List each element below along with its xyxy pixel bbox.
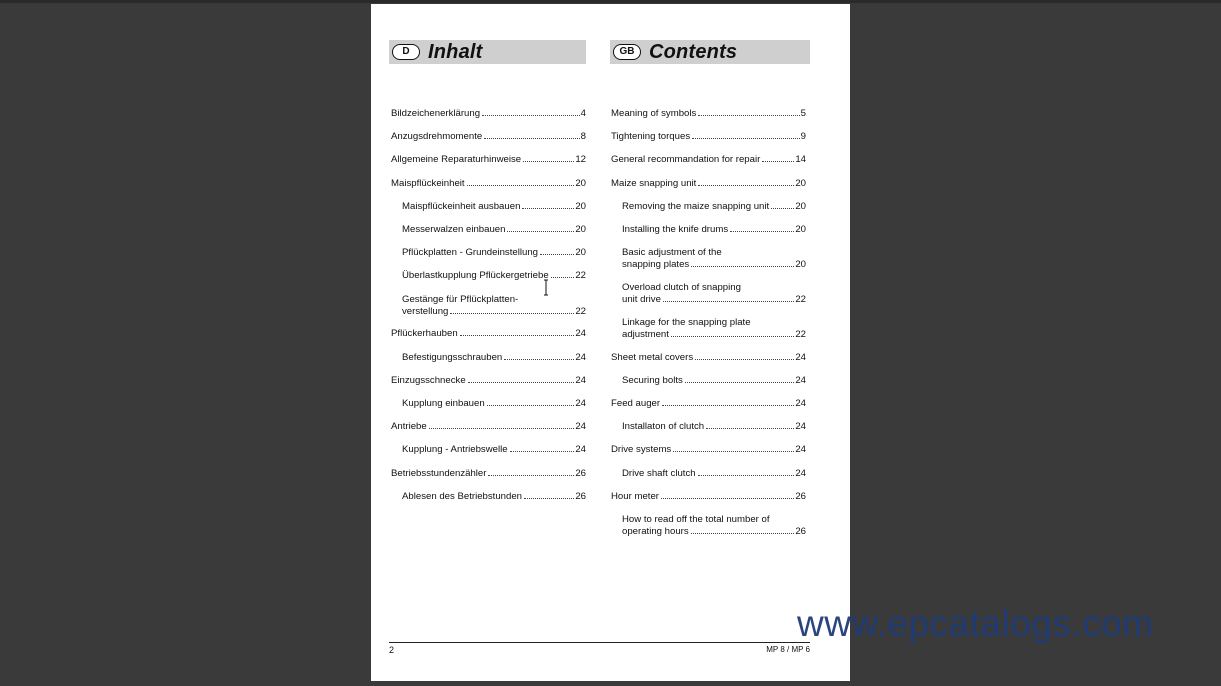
toc-page-number: 24 (575, 444, 586, 455)
footer-rule (389, 642, 810, 643)
document-page (371, 4, 850, 681)
toc-entry[interactable] (402, 201, 586, 213)
toc-dot-leader (771, 208, 794, 209)
toc-entry-title: Kupplung - Antriebswelle (402, 444, 508, 455)
toc-page-number: 20 (575, 247, 586, 258)
toc-entry[interactable] (622, 224, 806, 236)
toc-page-number: 14 (795, 154, 806, 165)
toc-entry[interactable] (622, 247, 806, 270)
footer-model: MP 8 / MP 6 (766, 645, 810, 654)
toc-dot-leader (662, 405, 794, 406)
language-badge-de: D (392, 44, 420, 60)
toc-dot-leader (698, 475, 795, 476)
toc-entry[interactable] (402, 444, 586, 456)
english-contents-title: Contents (649, 40, 738, 63)
toc-dot-leader (692, 138, 800, 139)
toc-entry-title: Drive systems (611, 444, 672, 455)
toc-entry-title: adjustment (622, 328, 669, 340)
toc-entry-title: Überlastkupplung Pflückergetriebe (402, 270, 549, 281)
toc-entry-title: snapping plates (622, 258, 690, 270)
toc-page-number: 22 (795, 293, 806, 305)
toc-entry-title: Drive shaft clutch (622, 468, 696, 479)
toc-dot-leader (467, 185, 575, 186)
toc-entry-title: Feed auger (611, 398, 661, 409)
toc-page-number: 20 (795, 201, 806, 212)
toc-entry-title: Anzugsdrehmomente (391, 131, 483, 142)
toc-page-number: 20 (575, 178, 586, 189)
toc-entry-title: Securing bolts (622, 375, 683, 386)
toc-entry[interactable] (391, 375, 586, 387)
toc-entry-title: Ablesen des Betriebstunden (402, 491, 523, 502)
toc-page-number: 24 (795, 444, 806, 455)
toc-dot-leader (661, 498, 794, 499)
toc-dot-leader (551, 277, 575, 278)
german-contents-header (389, 40, 586, 64)
toc-entry[interactable] (402, 224, 586, 236)
toc-dot-leader (671, 336, 794, 337)
toc-entry-title: Bildzeichenerklärung (391, 108, 481, 119)
toc-dot-leader (524, 498, 574, 499)
toc-dot-leader (487, 405, 575, 406)
toc-entry[interactable] (391, 108, 586, 120)
toc-dot-leader (429, 428, 575, 429)
toc-page-number: 26 (795, 525, 806, 537)
toc-page-number: 20 (575, 201, 586, 212)
toc-entry[interactable] (622, 282, 806, 305)
toc-page-number: 24 (795, 352, 806, 363)
toc-entry[interactable] (611, 154, 806, 166)
toc-dot-leader (468, 382, 575, 383)
toc-entry[interactable] (622, 375, 806, 387)
toc-dot-leader (522, 208, 574, 209)
viewer-top-bar (0, 0, 1221, 3)
toc-dot-leader (698, 185, 794, 186)
toc-dot-leader (691, 533, 795, 534)
toc-entry-title: Pflückplatten - Grundeinstellung (402, 247, 538, 258)
toc-entry[interactable] (391, 421, 586, 433)
toc-entry[interactable] (611, 352, 806, 364)
toc-page-number: 24 (575, 375, 586, 386)
toc-entry-title: Overload clutch of snapping (622, 282, 741, 293)
toc-entry-title: Maize snapping unit (611, 178, 697, 189)
toc-page-number: 26 (575, 491, 586, 502)
toc-entry[interactable] (622, 421, 806, 433)
text-cursor-icon (543, 279, 549, 296)
toc-page-number: 20 (795, 258, 806, 270)
toc-page-number: 26 (575, 468, 586, 479)
toc-page-number: 22 (575, 270, 586, 281)
toc-page-number: 24 (575, 398, 586, 409)
toc-entry-title: How to read off the total number of (622, 514, 770, 525)
toc-entry[interactable] (611, 444, 806, 456)
toc-entry-title: Betriebsstundenzähler (391, 468, 487, 479)
toc-entry-title: Allgemeine Reparaturhinweise (391, 154, 522, 165)
toc-entry[interactable] (611, 131, 806, 143)
toc-dot-leader (482, 115, 580, 116)
toc-entry-title: Basic adjustment of the (622, 247, 722, 258)
toc-entry[interactable] (611, 398, 806, 410)
toc-dot-leader (507, 231, 574, 232)
toc-page-number: 24 (795, 375, 806, 386)
toc-entry-title: Pflückerhauben (391, 328, 458, 339)
toc-dot-leader (504, 359, 574, 360)
toc-page-number: 20 (795, 224, 806, 235)
german-contents-title: Inhalt (428, 40, 483, 63)
toc-entry[interactable] (611, 491, 806, 503)
toc-entry-title: verstellung (402, 305, 449, 317)
watermark-text: www.epcatalogs.com (797, 603, 1154, 644)
toc-page-number: 24 (575, 421, 586, 432)
toc-dot-leader (460, 335, 575, 336)
toc-entry-title: Removing the maize snapping unit (622, 201, 770, 212)
toc-entry-title: Hour meter (611, 491, 659, 502)
toc-dot-leader (673, 451, 794, 452)
toc-page-number: 22 (795, 328, 806, 340)
toc-entry-title: Meaning of symbols (611, 108, 697, 119)
toc-entry[interactable] (391, 178, 586, 190)
toc-entry-title: Kupplung einbauen (402, 398, 485, 409)
toc-dot-leader (523, 161, 574, 162)
toc-entry-title: Gestänge für Pflückplatten- (402, 294, 519, 305)
toc-dot-leader (450, 313, 574, 314)
toc-entry[interactable] (611, 178, 806, 190)
toc-entry-title: Maispflückeinheit ausbauen (402, 201, 521, 212)
toc-entry[interactable] (622, 468, 806, 480)
toc-entry[interactable] (611, 108, 806, 120)
toc-page-number: 24 (795, 421, 806, 432)
toc-dot-leader (663, 301, 794, 302)
toc-entry[interactable] (391, 131, 586, 143)
toc-page-number: 24 (795, 468, 806, 479)
toc-dot-leader (706, 428, 794, 429)
english-contents-header (610, 40, 810, 64)
toc-entry-title: Einzugsschnecke (391, 375, 466, 386)
toc-entry-title: Tightening torques (611, 131, 691, 142)
toc-page-number: 12 (575, 154, 586, 165)
toc-page-number: 24 (795, 398, 806, 409)
toc-entry-title: Sheet metal covers (611, 352, 694, 363)
toc-entry[interactable] (402, 352, 586, 364)
toc-entry-title: Antriebe (391, 421, 427, 432)
toc-entry[interactable] (391, 328, 586, 340)
toc-dot-leader (540, 254, 574, 255)
toc-dot-leader (695, 359, 794, 360)
toc-page-number: 24 (575, 352, 586, 363)
toc-entry[interactable] (402, 247, 586, 259)
toc-dot-leader (698, 115, 799, 116)
toc-page-number: 24 (575, 328, 586, 339)
toc-dot-leader (510, 451, 575, 452)
toc-dot-leader (730, 231, 794, 232)
toc-entry-title: Installing the knife drums (622, 224, 729, 235)
toc-entry-title: Messerwalzen einbauen (402, 224, 506, 235)
toc-entry-title: Befestigungsschrauben (402, 352, 503, 363)
language-badge-gb: GB (613, 44, 641, 60)
toc-dot-leader (691, 266, 794, 267)
toc-page-number: 8 (580, 131, 586, 142)
toc-entry[interactable] (402, 270, 586, 282)
toc-entry-title: operating hours (622, 525, 689, 537)
toc-dot-leader (762, 161, 794, 162)
toc-entry[interactable] (391, 154, 586, 166)
toc-dot-leader (484, 138, 579, 139)
toc-entry[interactable] (402, 398, 586, 410)
toc-page-number: 22 (575, 305, 586, 317)
toc-entry-title: Maispflückeinheit (391, 178, 465, 189)
toc-entry[interactable] (402, 294, 586, 317)
toc-page-number: 20 (575, 224, 586, 235)
toc-page-number: 4 (580, 108, 586, 119)
footer-page-number: 2 (389, 645, 395, 655)
toc-entry-title: Linkage for the snapping plate (622, 317, 751, 328)
toc-entry[interactable] (622, 201, 806, 213)
toc-entry[interactable] (622, 514, 806, 537)
toc-entry-title: unit drive (622, 293, 661, 305)
toc-dot-leader (685, 382, 795, 383)
toc-page-number: 20 (795, 178, 806, 189)
toc-entry[interactable] (402, 491, 586, 503)
toc-page-number: 9 (800, 131, 806, 142)
toc-entry[interactable] (391, 468, 586, 480)
toc-entry[interactable] (622, 317, 806, 340)
toc-entry-title: Installaton of clutch (622, 421, 705, 432)
toc-entry-title: General recommandation for repair (611, 154, 761, 165)
toc-page-number: 5 (800, 108, 806, 119)
toc-page-number: 26 (795, 491, 806, 502)
toc-dot-leader (488, 475, 574, 476)
